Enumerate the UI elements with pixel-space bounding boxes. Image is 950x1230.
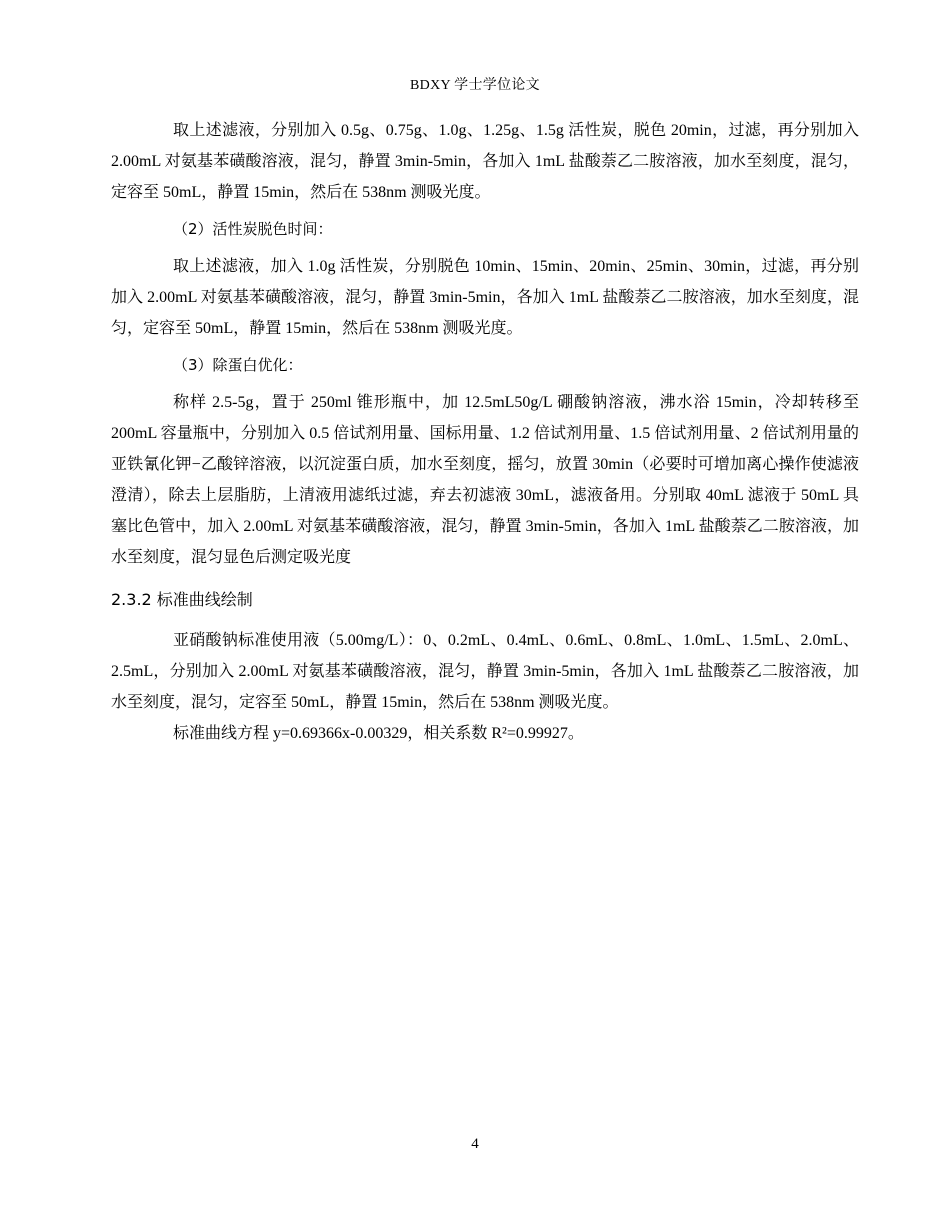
paragraph-standard-solution: 亚硝酸钠标准使用液（5.00mg/L）：0、0.2mL、0.4mL、0.6mL、0.8mL、1.0mL、1.5mL、2.0mL、2.5mL，分别加入 2.00mL 对氨基苯磺酸溶液，混匀，静置 3min-5min，各加入 1mL 盐酸萘乙二胺溶液，加水至刻度，混匀，定容至 50mL，静置 15min，然后在 538nm 测吸光度。 (111, 632, 859, 711)
page-number: 4 (471, 1136, 479, 1152)
paragraph-protein-removal: 称样 2.5-5g，置于 250ml 锥形瓶中，加 12.5mL50g/L 硼酸钠溶液，沸水浴 15min，冷却转移至 200mL 容量瓶中，分别加入 0.5 倍试剂用量、国标用量、1.2 倍试剂用量、1.5 倍试剂用量、2 倍试剂用量的亚铁氰化钾−乙酸锌溶液，以沉淀蛋白质，加水至刻度，摇匀，放置 30min（必要时可增加离心操作使滤液澄清），除去上层脂肪，上清液用滤纸过滤，弃去初滤液 30mL，滤液备用。分别取 40mL 滤液于 50mL 具塞比色管中，加入 2.00mL 对氨基苯磺酸溶液，混匀，静置 3min-5min，各加入 1mL 盐酸萘乙二胺溶液，加水至刻度，混匀显色后测定吸光度 (111, 394, 859, 566)
paragraph-standard-curve-equation: 标准曲线方程 y=0.69366x-0.00329，相关系数 R²=0.99927。 (173, 725, 584, 742)
subheading-protein-removal: （3）除蛋白优化： (173, 356, 303, 374)
document-body (111, 115, 859, 749)
paragraph-activated-carbon-dosage: 取上述滤液，分别加入 0.5g、0.75g、1.0g、1.25g、1.5g 活性炭，脱色 20min，过滤，再分别加入 2.00mL 对氨基苯磺酸溶液，混匀，静置 3min-5min，各加入 1mL 盐酸萘乙二胺溶液，加水至刻度，混匀，定容至 50mL，静置 15min，然后在 538nm 测吸光度。 (111, 122, 859, 201)
page-header: BDXY 学士学位论文 (410, 78, 540, 93)
section-heading-standard-curve: 2.3.2 标准曲线绘制 (111, 590, 253, 609)
paragraph-decolorization-time: 取上述滤液，加入 1.0g 活性炭，分别脱色 10min、15min、20min、25min、30min，过滤，再分别加入 2.00mL 对氨基苯磺酸溶液，混匀，静置 3min-5min，各加入 1mL 盐酸萘乙二胺溶液，加水至刻度，混匀，定容至 50mL，静置 15min，然后在 538nm 测吸光度。 (111, 258, 859, 337)
subheading-decolorization-time: （2）活性炭脱色时间： (173, 220, 333, 238)
